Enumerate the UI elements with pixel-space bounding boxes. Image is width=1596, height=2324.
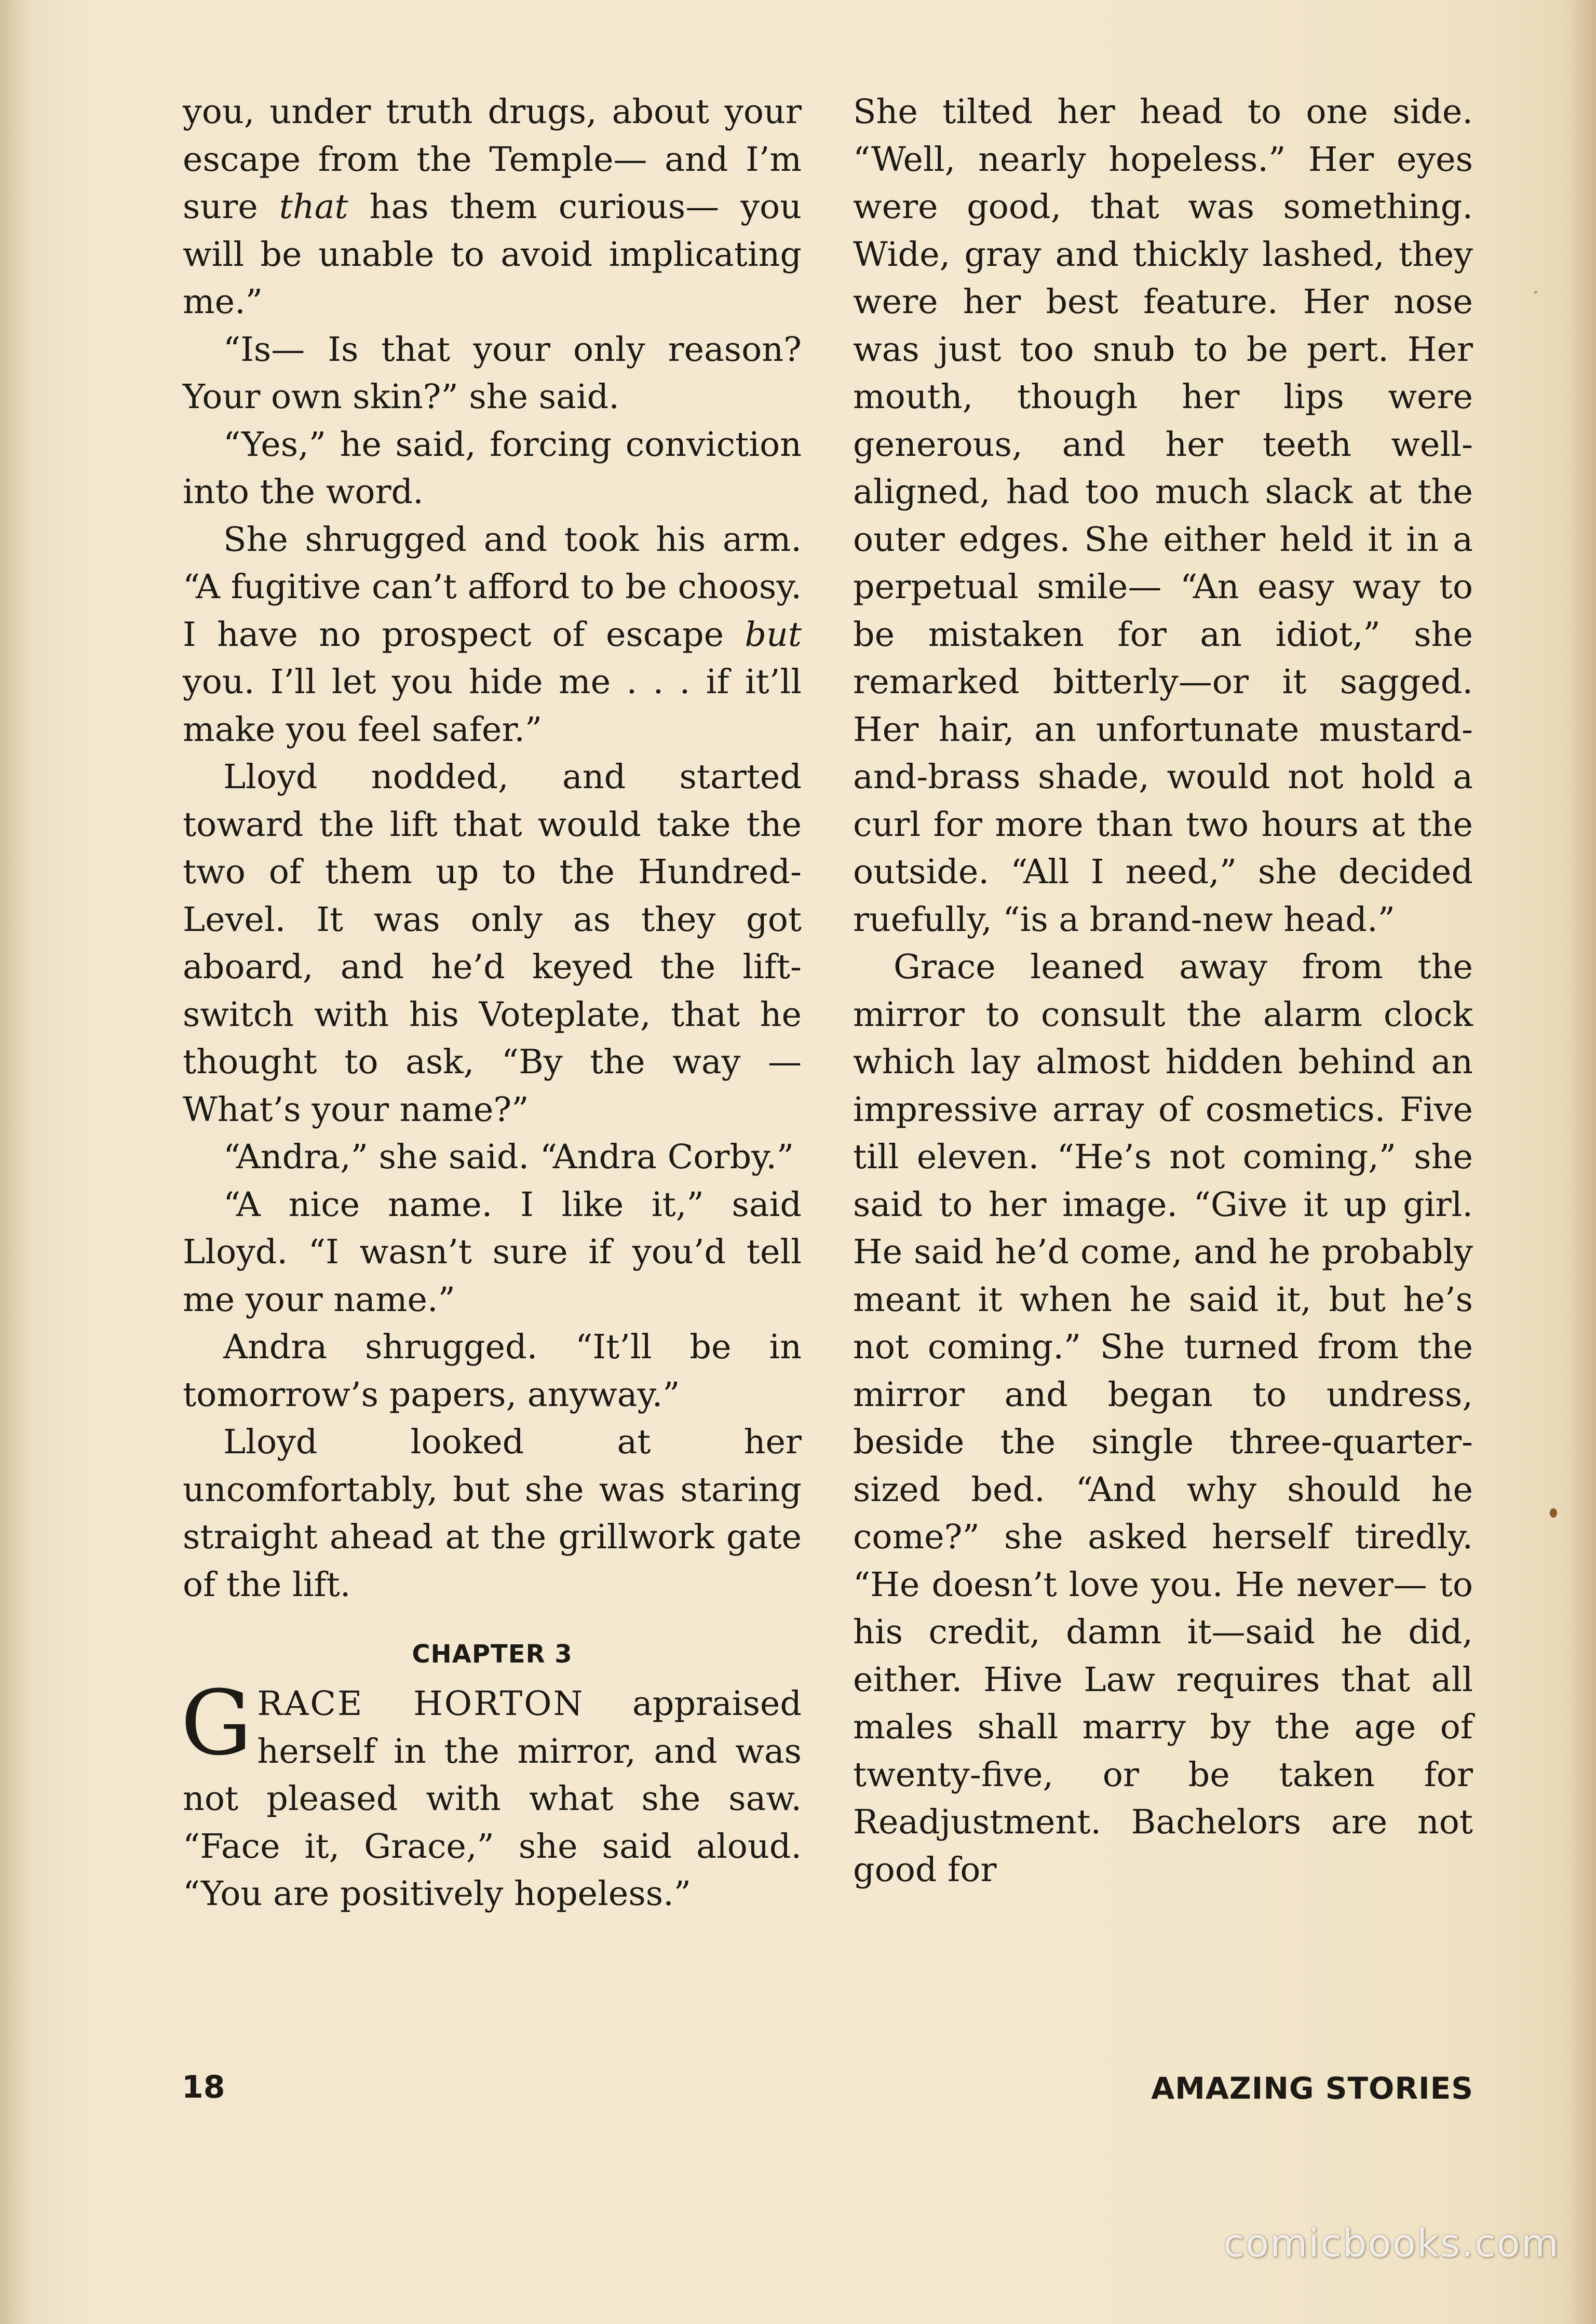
paragraph: “Is— Is that your only reason? Your own skin?” she said. [183,330,802,416]
paragraph: Grace leaned away from the mirror to consult the alarm clock which lay almost hidden behind an impressive array of cosmetics. Five till eleven. “He’s not coming,” she said to her image. “Give it up girl. He said he’d come, and he probably meant it when he said it, but he’s not coming.” She turned from the mirror and began to undress, beside the single three-quarter-sized bed. “And why should he come?” she asked herself tiredly. “He doesn’t love you. He never— to his credit, damn it—said he did, either. Hive Law requires that all males shall marry by the age of twenty-five, or be taken for Readjustment. Bachelors are not good for [853,948,1473,1889]
running-footer-title: AMAZING STORIES [1151,2071,1473,2106]
chapter-heading: CHAPTER 3 [412,1640,573,1669]
drop-cap: G [181,1671,252,1775]
paper-speck [1550,1508,1557,1518]
small-caps-lead: RACE HORTON [257,1684,585,1723]
left-text-column [183,88,802,1918]
paragraph: She shrugged and took his arm. “A fugitive can’t afford to be choosy. I have no prospect of escape but you. I’ll let you hide me . . . if it’ll make you feel safer.” [183,520,802,749]
emphasized-word: but [745,615,802,654]
page-edge-shading-left [0,0,31,2324]
page-edge-shading-right [1565,0,1596,2324]
paragraph: Andra shrugged. “It’ll be in tomorrow’s papers, anyway.” [183,1328,802,1414]
paragraph: “Andra,” she said. “Andra Corby.” [223,1138,794,1177]
emphasized-word: that [279,187,348,226]
paper-speck [1534,291,1537,294]
right-text-column [853,88,1473,1894]
paragraph: “Yes,” he said, forcing conviction into the word. [183,425,802,511]
paragraph: She tilted her head to one side. “Well, nearly hopeless.” Her eyes were good, that was something. Wide, gray and thickly lashed, they were her best feature. Her nose was just too snub to be pert. Her mouth, though her lips were generous, and her teeth well-aligned, had too much slack at the outer edges. She either held it in a perpetual smile— “An easy way to be mistaken for an idiot,” she remarked bitterly—or it sagged. Her hair, an unfortunate mustard-and-brass shade, would not hold a curl for more than two hours at the outside. “All I need,” she decided ruefully, “is a brand-new head.” [853,92,1473,939]
paragraph: Lloyd nodded, and started toward the lift that would take the two of them up to the Hundred-Level. It was only as they got aboard, and he’d keyed the lift-switch with his Voteplate, that he thought to ask, “By the way — What’s your name?” [183,758,802,1129]
watermark: comicbooks.com [1223,2221,1560,2266]
page-number: 18 [182,2069,225,2105]
chapter-opening-paragraph: GRACE HORTON appraised herself in the mirror, and was not pleased with what she saw. “Face it, Grace,” she said aloud. “You are positively hopeless.” [181,1671,802,1913]
paragraph: “A nice name. I like it,” said Lloyd. “I wasn’t sure if you’d tell me your name.” [183,1185,802,1319]
paragraph: Lloyd looked at her uncomfortably, but she was staring straight ahead at the grillwork gate of the lift. [183,1423,802,1604]
paragraph: you, under truth drugs, about your escape from the Temple— and I’m sure that has them curious— you will be unable to avoid implicating me.” [183,92,802,321]
